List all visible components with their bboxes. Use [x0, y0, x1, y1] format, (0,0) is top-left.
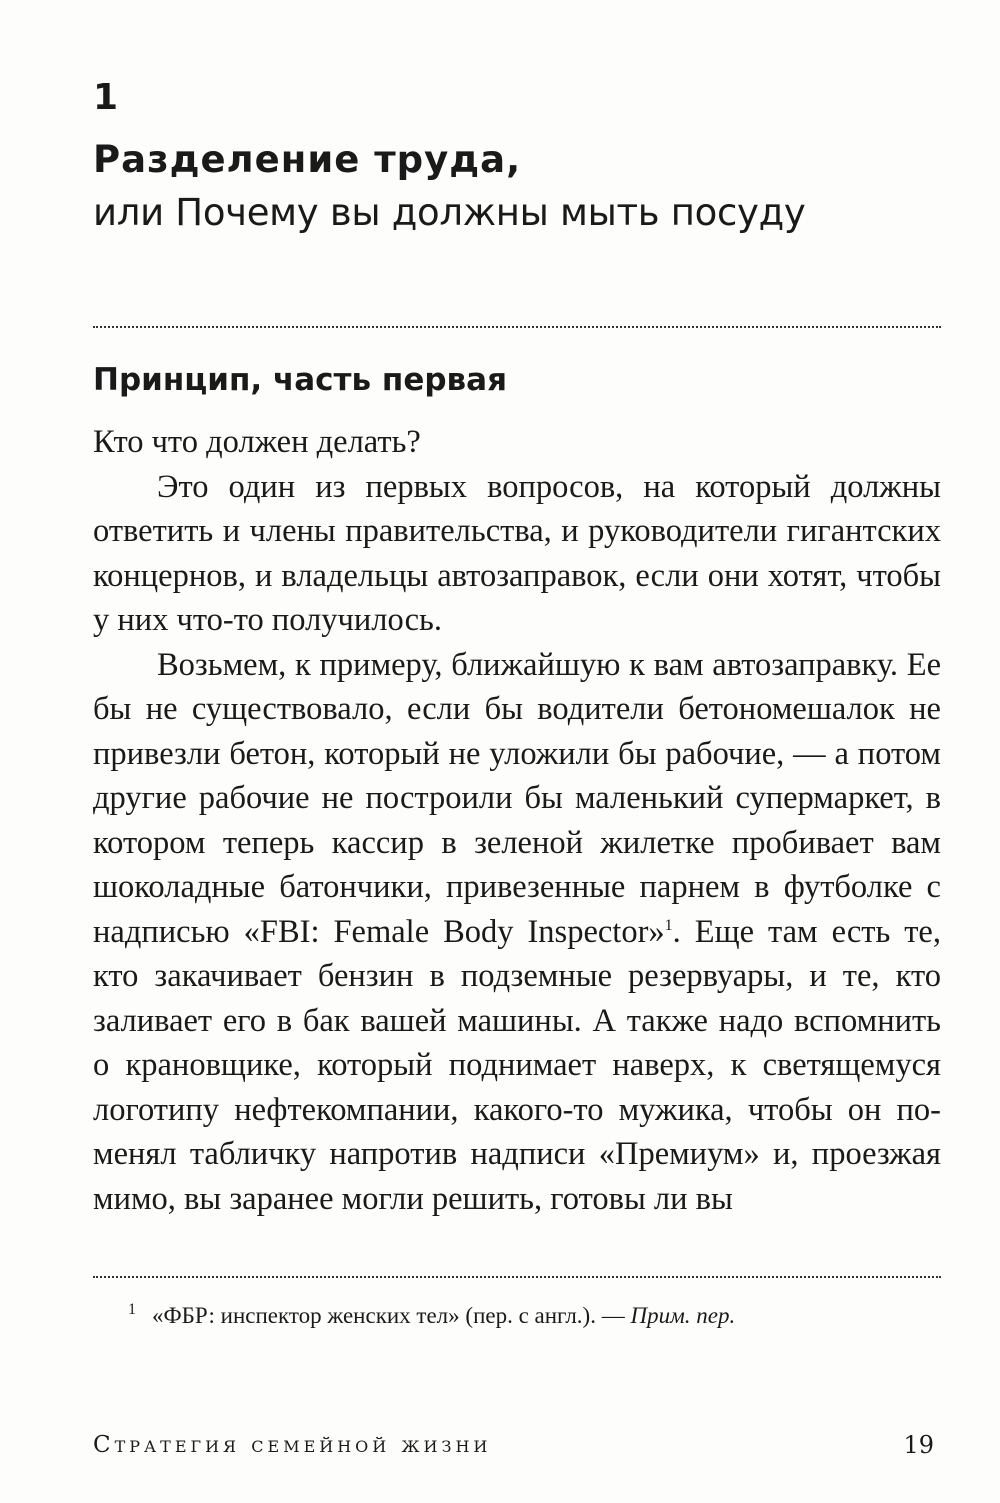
- section-heading: Принцип, часть первая: [93, 362, 507, 398]
- chapter-subtitle: или Почему вы должны мыть посуду: [93, 191, 806, 234]
- paragraph-2: [93, 643, 941, 1222]
- footnote-reference[interactable]: 1: [664, 916, 673, 934]
- chapter-title: Разделение труда,: [93, 138, 522, 181]
- chapter-number: 1: [93, 77, 119, 118]
- footnote-divider: [93, 1276, 941, 1278]
- running-footer-title: Стратегия семейной жизни: [93, 1432, 492, 1458]
- paragraph-2-part-1: Возьмем, к примеру, ближайшую к вам автозаправку. Ее бы не существовало, если бы водители бетономешалок не привезли бетон, который не уложили бы рабочие, — а потом другие рабочие не построили бы маленький супермаркет, в котором теперь кассир в зеленой жилетке пробивает вам шоколадные батончики, привезенные парнем в футболке с надписью «FBI: Female Body Inspector»: [93, 646, 941, 950]
- footnote-marker: 1: [128, 1301, 136, 1319]
- footnote-text: «ФБР: инспектор женских тел» (пер. с англ.). —: [152, 1303, 631, 1328]
- paragraph-1: Это один из первых вопросов, на который должны ответить и члены правительства, и руководители гигантских концернов, и владельцы автозаправок, если они хотят, чтобы у них что-то получилось.: [93, 468, 941, 638]
- body-text: [93, 420, 941, 1221]
- page-number: 19: [903, 1431, 934, 1459]
- footnote-note: Прим. пер.: [630, 1303, 736, 1328]
- footnote: [128, 1300, 735, 1332]
- paragraph-2-part-2: . Еще там есть те, кто закачивает бензин в подземные резервуары, и те, кто заливает его в бак вашей машины. А также надо вспомнить о крановщике, который поднимает наверх, к светящемуся логотипу нефтекомпании, какого-то мужика, чтобы он поменял табличку напротив надписи «Премиум» и, проезжая мимо, вы заранее могли решить, готовы ли вы: [93, 913, 941, 1217]
- question-line: Кто что должен делать?: [93, 424, 421, 460]
- top-divider: [93, 326, 941, 328]
